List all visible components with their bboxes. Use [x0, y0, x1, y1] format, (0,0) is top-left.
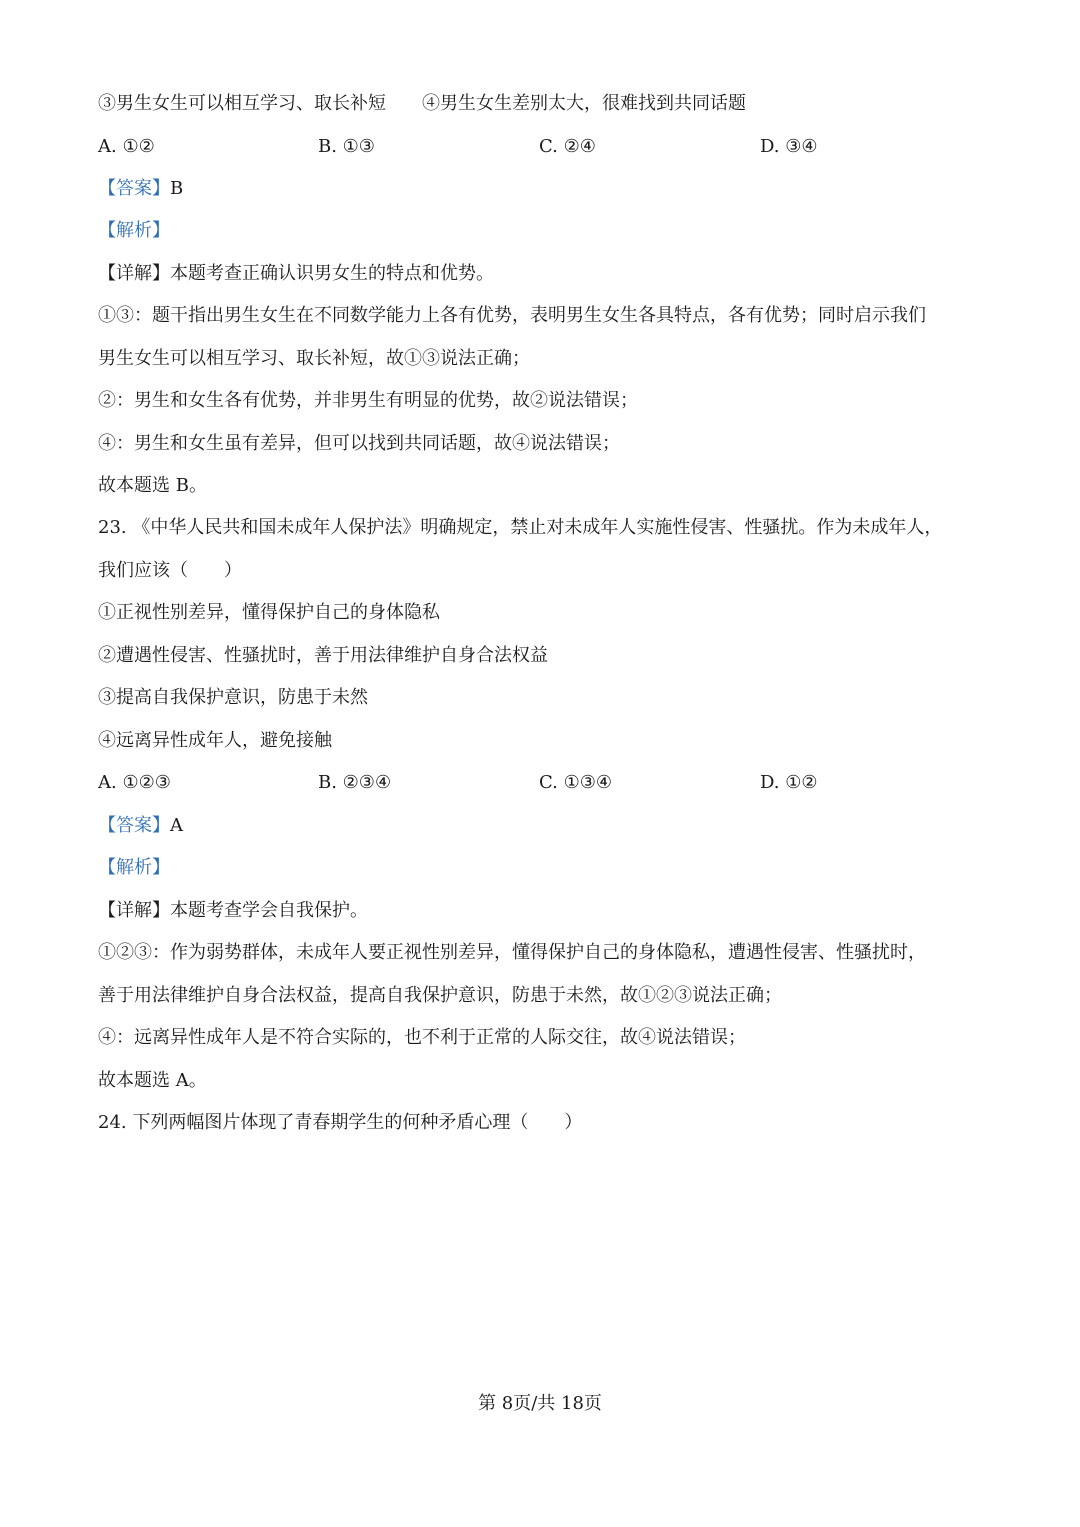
detail-intro: 本题考查学会自我保护。 — [170, 900, 368, 921]
q23-detail — [98, 899, 368, 923]
q23-option-a: A. ①②③ — [98, 772, 171, 793]
answer-value: B — [170, 178, 184, 199]
q23-item-2: ②遭遇性侵害、性骚扰时，善于用法律维护自身合法权益 — [98, 645, 548, 666]
q23-item-3: ③提高自我保护意识，防患于未然 — [98, 687, 368, 708]
detail-tag: 【详解】 — [98, 263, 170, 284]
q23-item-4: ④远离异性成年人，避免接触 — [98, 730, 332, 751]
detail-tag: 【详解】 — [98, 900, 170, 921]
q22-option-c: C. ②④ — [539, 136, 596, 157]
q23-item-1: ①正视性别差异，懂得保护自己的身体隐私 — [98, 602, 440, 623]
q23-option-c: C. ①③④ — [539, 772, 612, 793]
q23-explanation-1b: 善于用法律维护自身合法权益，提高自我保护意识，防患于未然，故①②③说法正确； — [98, 985, 782, 1006]
q23-explanation-1a: ①②③：作为弱势群体，未成年人要正视性别差异，懂得保护自己的身体隐私，遭遇性侵害、性骚扰时， — [98, 942, 926, 963]
detail-intro: 本题考查正确认识男女生的特点和优势。 — [170, 263, 494, 284]
q22-explanation-1a: ①③：题干指出男生女生在不同数学能力上各有优势，表明男生女生各具特点，各有优势；同时启示我们 — [98, 305, 926, 326]
q23-stem-a: 23. 《中华人民共和国未成年人保护法》明确规定，禁止对未成年人实施性侵害、性骚扰。作为未成年人， — [98, 517, 943, 538]
q23-stem-b: 我们应该（ ） — [98, 560, 242, 581]
q22-option-d: D. ③④ — [760, 136, 818, 157]
q22-option-a: A. ①② — [98, 136, 155, 157]
answer-value: A — [170, 815, 183, 836]
q22-answer — [98, 177, 183, 201]
q22-detail — [98, 262, 494, 286]
q23-explanation-2: ④：远离异性成年人是不符合实际的，也不利于正常的人际交往，故④说法错误； — [98, 1027, 746, 1048]
q24-stem: 24. 下列两幅图片体现了青春期学生的何种矛盾心理（ ） — [98, 1112, 583, 1133]
q22-conclusion: 故本题选 B。 — [98, 475, 207, 496]
q22-explanation-2: ②：男生和女生各有优势，并非男生有明显的优势，故②说法错误； — [98, 390, 638, 411]
q22-analysis-tag: 【解析】 — [98, 220, 170, 241]
answer-tag: 【答案】 — [98, 178, 170, 199]
q22-stem-line: ③男生女生可以相互学习、取长补短 ④男生女生差别太大，很难找到共同话题 — [98, 93, 746, 114]
q22-explanation-1b: 男生女生可以相互学习、取长补短，故①③说法正确； — [98, 348, 530, 369]
q22-option-b: B. ①③ — [318, 136, 375, 157]
q23-option-d: D. ①② — [760, 772, 818, 793]
page-footer: 第 8页/共 18页 — [478, 1393, 602, 1414]
q23-analysis-tag: 【解析】 — [98, 857, 170, 878]
q22-explanation-3: ④：男生和女生虽有差异，但可以找到共同话题，故④说法错误； — [98, 433, 620, 454]
q23-conclusion: 故本题选 A。 — [98, 1070, 207, 1091]
q23-answer — [98, 814, 183, 838]
answer-tag: 【答案】 — [98, 815, 170, 836]
q23-option-b: B. ②③④ — [318, 772, 392, 793]
